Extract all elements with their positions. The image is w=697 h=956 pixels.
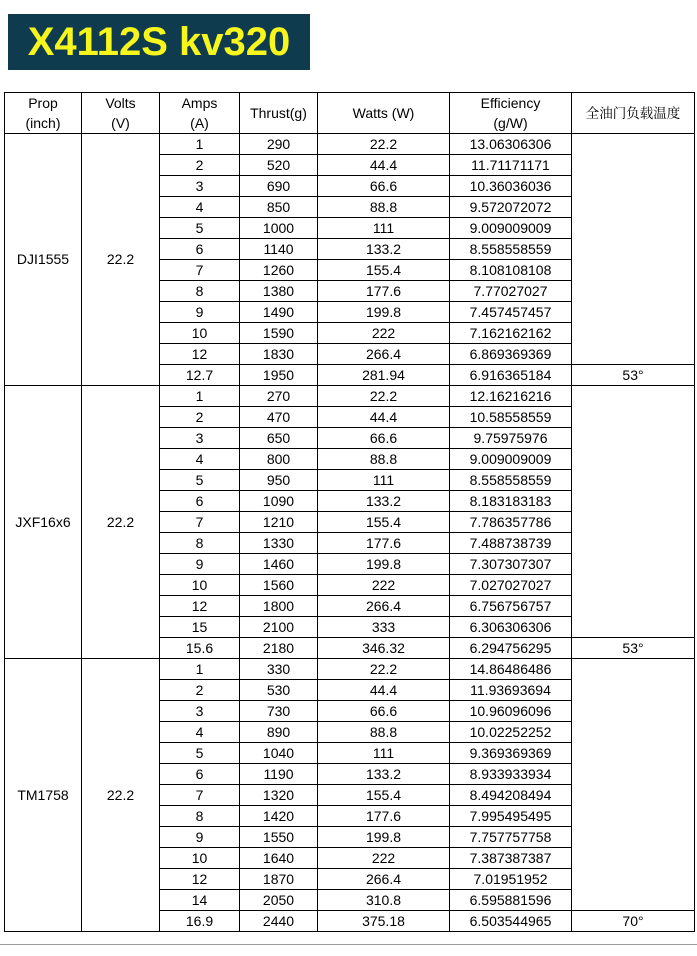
thrust-cell: 730 (240, 701, 318, 722)
watts-cell: 88.8 (318, 722, 450, 743)
efficiency-cell: 7.995495495 (450, 806, 572, 827)
efficiency-cell: 7.757757758 (450, 827, 572, 848)
header-prop: Prop (5, 93, 82, 114)
thrust-cell: 1000 (240, 218, 318, 239)
thrust-cell: 2100 (240, 617, 318, 638)
watts-cell: 66.6 (318, 176, 450, 197)
performance-table (4, 92, 695, 932)
watts-cell: 155.4 (318, 785, 450, 806)
amps-cell: 9 (160, 302, 240, 323)
thrust-cell: 470 (240, 407, 318, 428)
volts-cell: 22.2 (82, 134, 160, 386)
amps-cell: 2 (160, 155, 240, 176)
title-banner (8, 14, 310, 70)
watts-cell: 281.94 (318, 365, 450, 386)
page-title: X4112S kv320 (27, 20, 291, 64)
watts-cell: 177.6 (318, 281, 450, 302)
watts-cell: 266.4 (318, 596, 450, 617)
thrust-cell: 1550 (240, 827, 318, 848)
thrust-cell: 2440 (240, 911, 318, 932)
amps-cell: 3 (160, 428, 240, 449)
watts-cell: 199.8 (318, 302, 450, 323)
amps-cell: 10 (160, 848, 240, 869)
watts-cell: 266.4 (318, 869, 450, 890)
watts-cell: 155.4 (318, 260, 450, 281)
header-efficiency: Efficiency (450, 93, 572, 114)
header-amps: Amps (160, 93, 240, 114)
amps-cell: 2 (160, 680, 240, 701)
efficiency-cell: 10.02252252 (450, 722, 572, 743)
thrust-cell: 1420 (240, 806, 318, 827)
thrust-cell: 1870 (240, 869, 318, 890)
amps-cell: 6 (160, 491, 240, 512)
thrust-cell: 690 (240, 176, 318, 197)
thrust-cell: 2180 (240, 638, 318, 659)
thrust-cell: 890 (240, 722, 318, 743)
amps-cell: 1 (160, 386, 240, 407)
watts-cell: 133.2 (318, 239, 450, 260)
volts-cell: 22.2 (82, 659, 160, 932)
thrust-cell: 800 (240, 449, 318, 470)
watts-cell: 155.4 (318, 512, 450, 533)
table-header (5, 93, 695, 134)
thrust-cell: 1260 (240, 260, 318, 281)
watts-cell: 310.8 (318, 890, 450, 911)
prop-cell: JXF16x6 (5, 386, 82, 659)
efficiency-cell: 11.71171171 (450, 155, 572, 176)
amps-cell: 3 (160, 176, 240, 197)
efficiency-cell: 8.933933934 (450, 764, 572, 785)
watts-cell: 199.8 (318, 827, 450, 848)
thrust-cell: 1640 (240, 848, 318, 869)
efficiency-cell: 7.488738739 (450, 533, 572, 554)
amps-cell: 4 (160, 449, 240, 470)
efficiency-cell: 6.294756295 (450, 638, 572, 659)
efficiency-cell: 14.86486486 (450, 659, 572, 680)
thrust-cell: 520 (240, 155, 318, 176)
watts-cell: 177.6 (318, 806, 450, 827)
watts-cell: 222 (318, 323, 450, 344)
watts-cell: 222 (318, 575, 450, 596)
temperature-cell: 53° (572, 638, 695, 659)
efficiency-cell: 6.916365184 (450, 365, 572, 386)
header-prop-unit: (inch) (5, 113, 82, 134)
thrust-cell: 2050 (240, 890, 318, 911)
thrust-cell: 950 (240, 470, 318, 491)
efficiency-cell: 10.58558559 (450, 407, 572, 428)
amps-cell: 6 (160, 239, 240, 260)
thrust-cell: 290 (240, 134, 318, 155)
efficiency-cell: 8.494208494 (450, 785, 572, 806)
efficiency-cell: 7.387387387 (450, 848, 572, 869)
amps-cell: 1 (160, 134, 240, 155)
thrust-cell: 1330 (240, 533, 318, 554)
thrust-cell: 1140 (240, 239, 318, 260)
amps-cell: 15 (160, 617, 240, 638)
efficiency-cell: 8.108108108 (450, 260, 572, 281)
temperature-cell (572, 386, 695, 638)
thrust-cell: 330 (240, 659, 318, 680)
efficiency-cell: 13.06306306 (450, 134, 572, 155)
watts-cell: 266.4 (318, 344, 450, 365)
thrust-cell: 1560 (240, 575, 318, 596)
efficiency-cell: 11.93693694 (450, 680, 572, 701)
thrust-cell: 650 (240, 428, 318, 449)
temperature-cell (572, 134, 695, 365)
thrust-cell: 1830 (240, 344, 318, 365)
watts-cell: 88.8 (318, 449, 450, 470)
amps-cell: 4 (160, 197, 240, 218)
prop-cell: DJI1555 (5, 134, 82, 386)
amps-cell: 10 (160, 323, 240, 344)
thrust-cell: 1490 (240, 302, 318, 323)
efficiency-cell: 7.027027027 (450, 575, 572, 596)
thrust-cell: 1950 (240, 365, 318, 386)
amps-cell: 9 (160, 827, 240, 848)
volts-cell: 22.2 (82, 386, 160, 659)
watts-cell: 199.8 (318, 554, 450, 575)
watts-cell: 22.2 (318, 659, 450, 680)
watts-cell: 111 (318, 470, 450, 491)
watts-cell: 66.6 (318, 701, 450, 722)
thrust-cell: 1190 (240, 764, 318, 785)
efficiency-cell: 7.786357786 (450, 512, 572, 533)
amps-cell: 8 (160, 533, 240, 554)
thrust-cell: 1590 (240, 323, 318, 344)
amps-cell: 7 (160, 260, 240, 281)
amps-cell: 3 (160, 701, 240, 722)
efficiency-cell: 9.009009009 (450, 449, 572, 470)
bottom-divider (0, 944, 697, 945)
watts-cell: 22.2 (318, 134, 450, 155)
watts-cell: 111 (318, 743, 450, 764)
efficiency-cell: 12.16216216 (450, 386, 572, 407)
efficiency-cell: 8.558558559 (450, 470, 572, 491)
watts-cell: 133.2 (318, 491, 450, 512)
header-amps-unit: (A) (160, 113, 240, 134)
table-row (5, 386, 695, 407)
header-volts-unit: (V) (82, 113, 160, 134)
temperature-cell: 70° (572, 911, 695, 932)
efficiency-cell: 7.162162162 (450, 323, 572, 344)
header-row-top (5, 93, 695, 114)
amps-cell: 5 (160, 218, 240, 239)
watts-cell: 346.32 (318, 638, 450, 659)
amps-cell: 16.9 (160, 911, 240, 932)
watts-cell: 66.6 (318, 428, 450, 449)
amps-cell: 1 (160, 659, 240, 680)
table-row (5, 659, 695, 680)
amps-cell: 10 (160, 575, 240, 596)
amps-cell: 12 (160, 869, 240, 890)
amps-cell: 9 (160, 554, 240, 575)
thrust-cell: 1320 (240, 785, 318, 806)
watts-cell: 88.8 (318, 197, 450, 218)
amps-cell: 8 (160, 281, 240, 302)
temperature-cell (572, 659, 695, 911)
thrust-cell: 850 (240, 197, 318, 218)
amps-cell: 7 (160, 512, 240, 533)
efficiency-cell: 9.009009009 (450, 218, 572, 239)
efficiency-cell: 6.756756757 (450, 596, 572, 617)
efficiency-cell: 6.503544965 (450, 911, 572, 932)
watts-cell: 133.2 (318, 764, 450, 785)
efficiency-cell: 9.572072072 (450, 197, 572, 218)
amps-cell: 15.6 (160, 638, 240, 659)
amps-cell: 7 (160, 785, 240, 806)
amps-cell: 4 (160, 722, 240, 743)
amps-cell: 12 (160, 344, 240, 365)
efficiency-cell: 7.457457457 (450, 302, 572, 323)
watts-cell: 111 (318, 218, 450, 239)
efficiency-cell: 8.558558559 (450, 239, 572, 260)
efficiency-cell: 10.96096096 (450, 701, 572, 722)
header-thrust: Thrust(g) (240, 93, 318, 134)
efficiency-cell: 7.77027027 (450, 281, 572, 302)
watts-cell: 44.4 (318, 407, 450, 428)
efficiency-cell: 9.75975976 (450, 428, 572, 449)
thrust-cell: 1380 (240, 281, 318, 302)
amps-cell: 12 (160, 596, 240, 617)
efficiency-cell: 7.01951952 (450, 869, 572, 890)
thrust-cell: 1090 (240, 491, 318, 512)
amps-cell: 5 (160, 470, 240, 491)
watts-cell: 22.2 (318, 386, 450, 407)
thrust-cell: 1800 (240, 596, 318, 617)
thrust-cell: 1040 (240, 743, 318, 764)
header-watts: Watts (W) (318, 93, 450, 134)
amps-cell: 6 (160, 764, 240, 785)
efficiency-cell: 10.36036036 (450, 176, 572, 197)
watts-cell: 333 (318, 617, 450, 638)
watts-cell: 44.4 (318, 155, 450, 176)
amps-cell: 8 (160, 806, 240, 827)
temperature-cell: 53° (572, 365, 695, 386)
amps-cell: 2 (160, 407, 240, 428)
header-efficiency-unit: (g/W) (450, 113, 572, 134)
efficiency-cell: 9.369369369 (450, 743, 572, 764)
header-volts: Volts (82, 93, 160, 114)
efficiency-cell: 8.183183183 (450, 491, 572, 512)
efficiency-cell: 6.869369369 (450, 344, 572, 365)
prop-cell: TM1758 (5, 659, 82, 932)
amps-cell: 5 (160, 743, 240, 764)
watts-cell: 44.4 (318, 680, 450, 701)
table-body (5, 134, 695, 932)
thrust-cell: 530 (240, 680, 318, 701)
watts-cell: 177.6 (318, 533, 450, 554)
efficiency-cell: 7.307307307 (450, 554, 572, 575)
header-temperature: 全油门负载温度 (572, 93, 695, 134)
efficiency-cell: 6.595881596 (450, 890, 572, 911)
efficiency-cell: 6.306306306 (450, 617, 572, 638)
watts-cell: 375.18 (318, 911, 450, 932)
table-row (5, 134, 695, 155)
amps-cell: 14 (160, 890, 240, 911)
watts-cell: 222 (318, 848, 450, 869)
thrust-cell: 1210 (240, 512, 318, 533)
amps-cell: 12.7 (160, 365, 240, 386)
thrust-cell: 1460 (240, 554, 318, 575)
thrust-cell: 270 (240, 386, 318, 407)
